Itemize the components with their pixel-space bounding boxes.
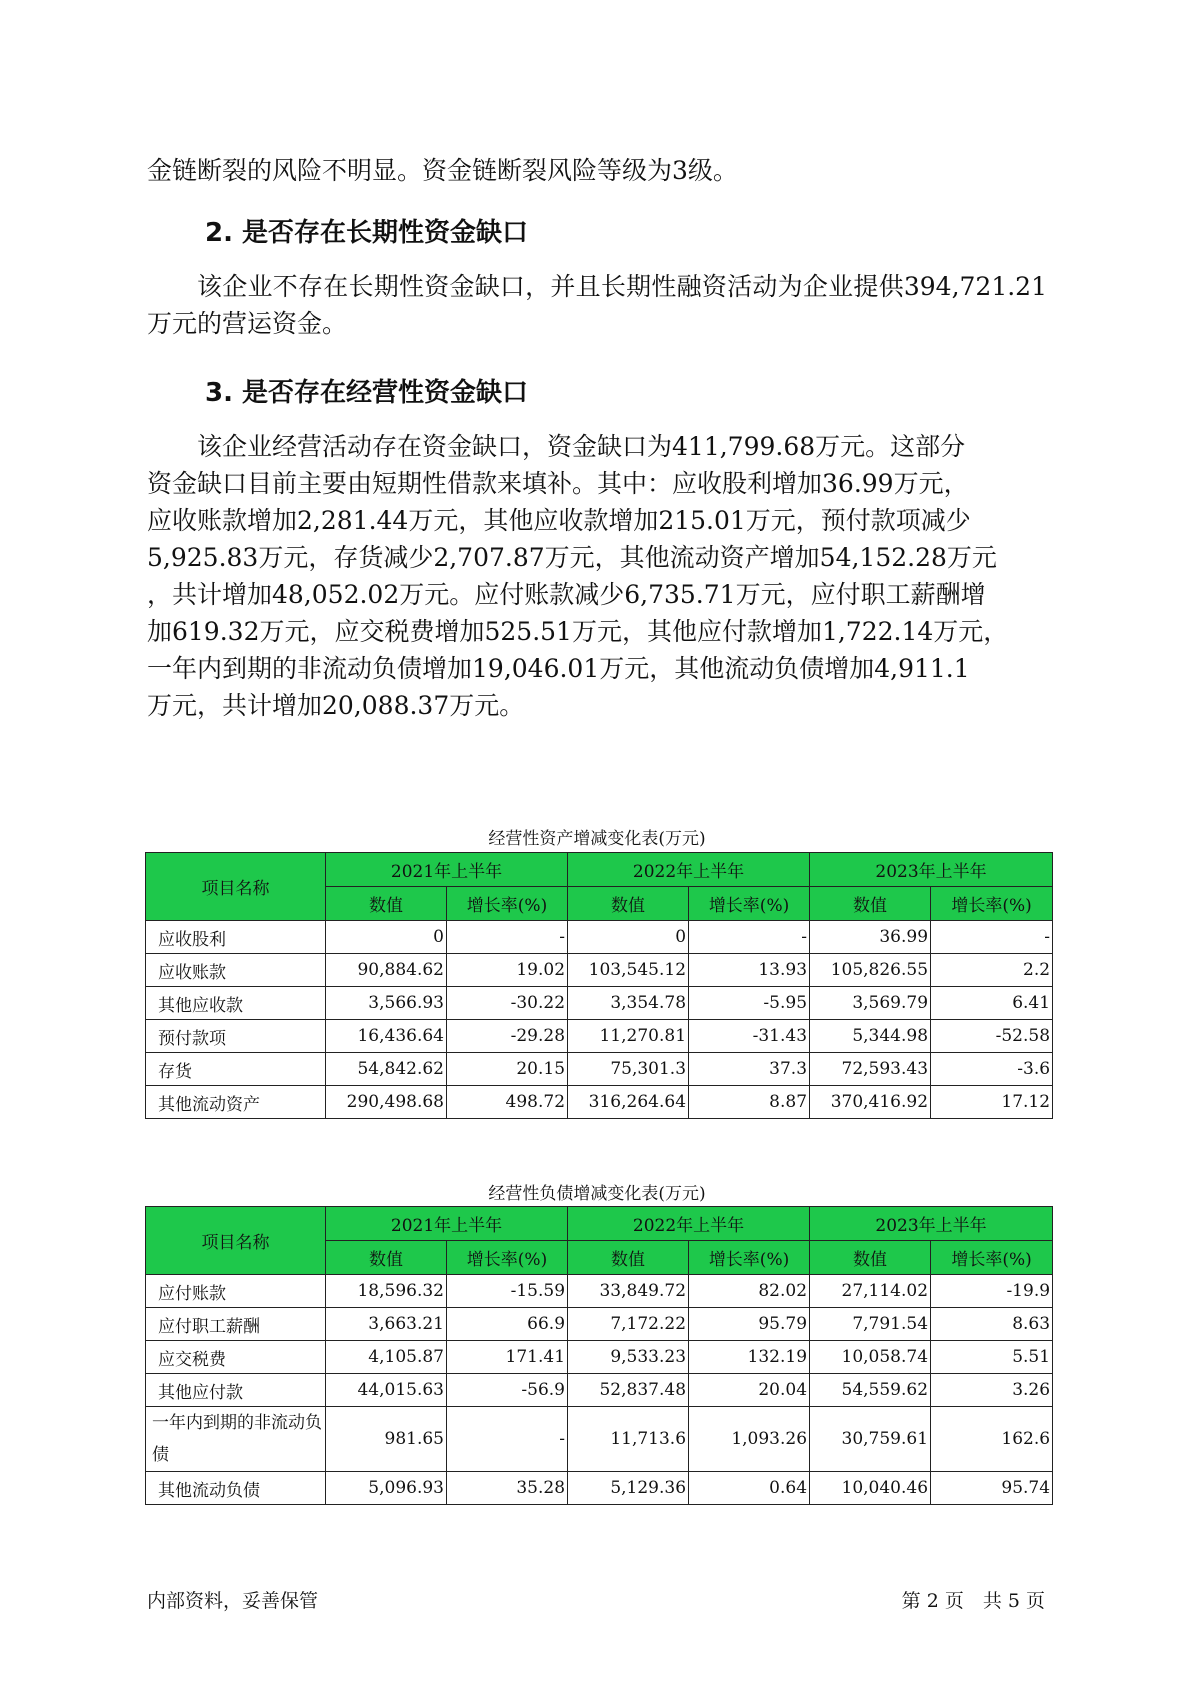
footer-page-number: 第 2 页 共 5 页 [901, 1590, 1045, 1612]
row-name: 应交税费 [146, 1341, 326, 1374]
cell-value: 27,114.02 [810, 1275, 931, 1308]
cell-rate: -19.9 [931, 1275, 1053, 1308]
cell-rate: 20.15 [447, 1053, 568, 1086]
cell-value: 5,129.36 [568, 1472, 689, 1505]
cell-value: 5,344.98 [810, 1020, 931, 1053]
cell-rate: 3.26 [931, 1374, 1053, 1407]
paragraph-line: 5,925.83万元，存货减少2,707.87万元，其他流动资产增加54,152.28万元 [147, 543, 997, 572]
cell-rate: -3.6 [931, 1053, 1053, 1086]
cell-rate: 13.93 [689, 954, 810, 987]
cell-rate: -52.58 [931, 1020, 1053, 1053]
cell-rate: - [447, 1407, 568, 1472]
cell-value: 9,533.23 [568, 1341, 689, 1374]
cell-value: 54,842.62 [326, 1053, 447, 1086]
row-name: 预付款项 [146, 1020, 326, 1053]
cell-value: 3,566.93 [326, 987, 447, 1020]
table-row [146, 1407, 1053, 1472]
cell-rate: - [447, 921, 568, 954]
table-row [146, 1374, 1053, 1407]
cell-value: 7,791.54 [810, 1308, 931, 1341]
heading-long-term-gap: 2. 是否存在长期性资金缺口 [205, 218, 529, 248]
cell-rate: 82.02 [689, 1275, 810, 1308]
cell-value: 3,569.79 [810, 987, 931, 1020]
cell-value: 54,559.62 [810, 1374, 931, 1407]
cell-value: 7,172.22 [568, 1308, 689, 1341]
cell-value: 5,096.93 [326, 1472, 447, 1505]
cell-rate: 0.64 [689, 1472, 810, 1505]
table-caption-liabilities: 经营性负债增减变化表(万元) [488, 1184, 706, 1204]
heading-operating-gap: 3. 是否存在经营性资金缺口 [205, 378, 529, 408]
cell-rate: 17.12 [931, 1086, 1053, 1119]
paragraph-line: ，共计增加48,052.02万元。应付账款减少6,735.71万元，应付职工薪酬增 [147, 580, 986, 609]
cell-rate: 66.9 [447, 1308, 568, 1341]
table-row [146, 987, 1053, 1020]
cell-rate: -5.95 [689, 987, 810, 1020]
cell-value: 981.65 [326, 1407, 447, 1472]
table-header-row [146, 1207, 1053, 1241]
cell-value: 52,837.48 [568, 1374, 689, 1407]
table-caption-assets: 经营性资产增减变化表(万元) [488, 829, 706, 849]
cell-rate: 132.19 [689, 1341, 810, 1374]
table-row [146, 1472, 1053, 1505]
table-row [146, 1308, 1053, 1341]
row-name: 其他流动负债 [146, 1472, 326, 1505]
table-row [146, 954, 1053, 987]
cell-rate: 171.41 [447, 1341, 568, 1374]
cell-value: 11,713.6 [568, 1407, 689, 1472]
table-row [146, 1341, 1053, 1374]
cell-value: 72,593.43 [810, 1053, 931, 1086]
cell-rate: 8.87 [689, 1086, 810, 1119]
header-rate: 增长率(%) [689, 1241, 810, 1275]
row-name: 应收账款 [146, 954, 326, 987]
cell-rate: - [689, 921, 810, 954]
cell-rate: -56.9 [447, 1374, 568, 1407]
cell-rate: - [931, 921, 1053, 954]
cell-value: 370,416.92 [810, 1086, 931, 1119]
paragraph-operating-gap [147, 428, 1047, 724]
table-header-row [146, 853, 1053, 887]
cell-rate: 20.04 [689, 1374, 810, 1407]
cell-value: 0 [326, 921, 447, 954]
row-name: 存货 [146, 1053, 326, 1086]
row-name: 其他流动资产 [146, 1086, 326, 1119]
header-item-name: 项目名称 [146, 853, 326, 921]
header-period: 2021年上半年 [326, 853, 568, 887]
row-name: 其他应付款 [146, 1374, 326, 1407]
row-name: 一年内到期的非流动负债 [146, 1407, 326, 1472]
header-rate: 增长率(%) [931, 887, 1053, 921]
header-rate: 增长率(%) [447, 1241, 568, 1275]
cell-rate: 6.41 [931, 987, 1053, 1020]
cell-value: 10,040.46 [810, 1472, 931, 1505]
cell-value: 11,270.81 [568, 1020, 689, 1053]
cell-rate: 8.63 [931, 1308, 1053, 1341]
cell-rate: 1,093.26 [689, 1407, 810, 1472]
cell-rate: -15.59 [447, 1275, 568, 1308]
cell-value: 30,759.61 [810, 1407, 931, 1472]
header-period: 2022年上半年 [568, 853, 810, 887]
cell-rate: 35.28 [447, 1472, 568, 1505]
cell-rate: 19.02 [447, 954, 568, 987]
paragraph-line: 资金缺口目前主要由短期性借款来填补。其中：应收股利增加36.99万元， [147, 469, 969, 498]
footer-confidential: 内部资料，妥善保管 [147, 1590, 319, 1612]
cell-value: 75,301.3 [568, 1053, 689, 1086]
paragraph-line: 应收账款增加2,281.44万元，其他应收款增加215.01万元，预付款项减少 [147, 506, 971, 535]
header-period: 2023年上半年 [810, 853, 1053, 887]
header-rate: 增长率(%) [931, 1241, 1053, 1275]
header-period: 2021年上半年 [326, 1207, 568, 1241]
header-value: 数值 [326, 1241, 447, 1275]
cell-rate: -29.28 [447, 1020, 568, 1053]
liabilities-table [145, 1206, 1053, 1505]
row-name: 应付账款 [146, 1275, 326, 1308]
cell-value: 3,354.78 [568, 987, 689, 1020]
table-row [146, 1020, 1053, 1053]
header-rate: 增长率(%) [447, 887, 568, 921]
cell-value: 16,436.64 [326, 1020, 447, 1053]
row-name: 应付职工薪酬 [146, 1308, 326, 1341]
header-period: 2023年上半年 [810, 1207, 1053, 1241]
cell-value: 18,596.32 [326, 1275, 447, 1308]
cell-rate: -31.43 [689, 1020, 810, 1053]
table-row [146, 1275, 1053, 1308]
cell-rate: 162.6 [931, 1407, 1053, 1472]
cell-value: 103,545.12 [568, 954, 689, 987]
header-period: 2022年上半年 [568, 1207, 810, 1241]
paragraph-long-term-gap: 该企业不存在长期性资金缺口，并且长期性融资活动为企业提供394,721.21万元的营运资金。 [147, 272, 1047, 338]
cell-value: 4,105.87 [326, 1341, 447, 1374]
header-value: 数值 [810, 1241, 931, 1275]
header-value: 数值 [568, 1241, 689, 1275]
cell-rate: 2.2 [931, 954, 1053, 987]
cell-rate: 5.51 [931, 1341, 1053, 1374]
header-value: 数值 [810, 887, 931, 921]
assets-table [145, 852, 1053, 1119]
cell-value: 316,264.64 [568, 1086, 689, 1119]
row-name: 其他应收款 [146, 987, 326, 1020]
paragraph-line: 加619.32万元，应交税费增加525.51万元，其他应付款增加1,722.14万元， [147, 617, 1009, 646]
header-item-name: 项目名称 [146, 1207, 326, 1275]
paragraph-risk-level: 金链断裂的风险不明显。资金链断裂风险等级为3级。 [147, 156, 738, 185]
header-rate: 增长率(%) [689, 887, 810, 921]
table-row [146, 1086, 1053, 1119]
row-name: 应收股利 [146, 921, 326, 954]
cell-rate: -30.22 [447, 987, 568, 1020]
cell-value: 44,015.63 [326, 1374, 447, 1407]
paragraph-line: 万元，共计增加20,088.37万元。 [147, 691, 525, 720]
cell-rate: 37.3 [689, 1053, 810, 1086]
table-row [146, 1053, 1053, 1086]
cell-value: 0 [568, 921, 689, 954]
cell-value: 3,663.21 [326, 1308, 447, 1341]
cell-rate: 95.79 [689, 1308, 810, 1341]
header-value: 数值 [326, 887, 447, 921]
cell-value: 36.99 [810, 921, 931, 954]
cell-value: 33,849.72 [568, 1275, 689, 1308]
table-row [146, 921, 1053, 954]
cell-value: 90,884.62 [326, 954, 447, 987]
header-value: 数值 [568, 887, 689, 921]
cell-rate: 498.72 [447, 1086, 568, 1119]
cell-value: 105,826.55 [810, 954, 931, 987]
cell-value: 10,058.74 [810, 1341, 931, 1374]
cell-rate: 95.74 [931, 1472, 1053, 1505]
cell-value: 290,498.68 [326, 1086, 447, 1119]
paragraph-line: 该企业经营活动存在资金缺口，资金缺口为411,799.68万元。这部分 [197, 432, 966, 461]
paragraph-line: 一年内到期的非流动负债增加19,046.01万元，其他流动负债增加4,911.1 [147, 654, 970, 683]
